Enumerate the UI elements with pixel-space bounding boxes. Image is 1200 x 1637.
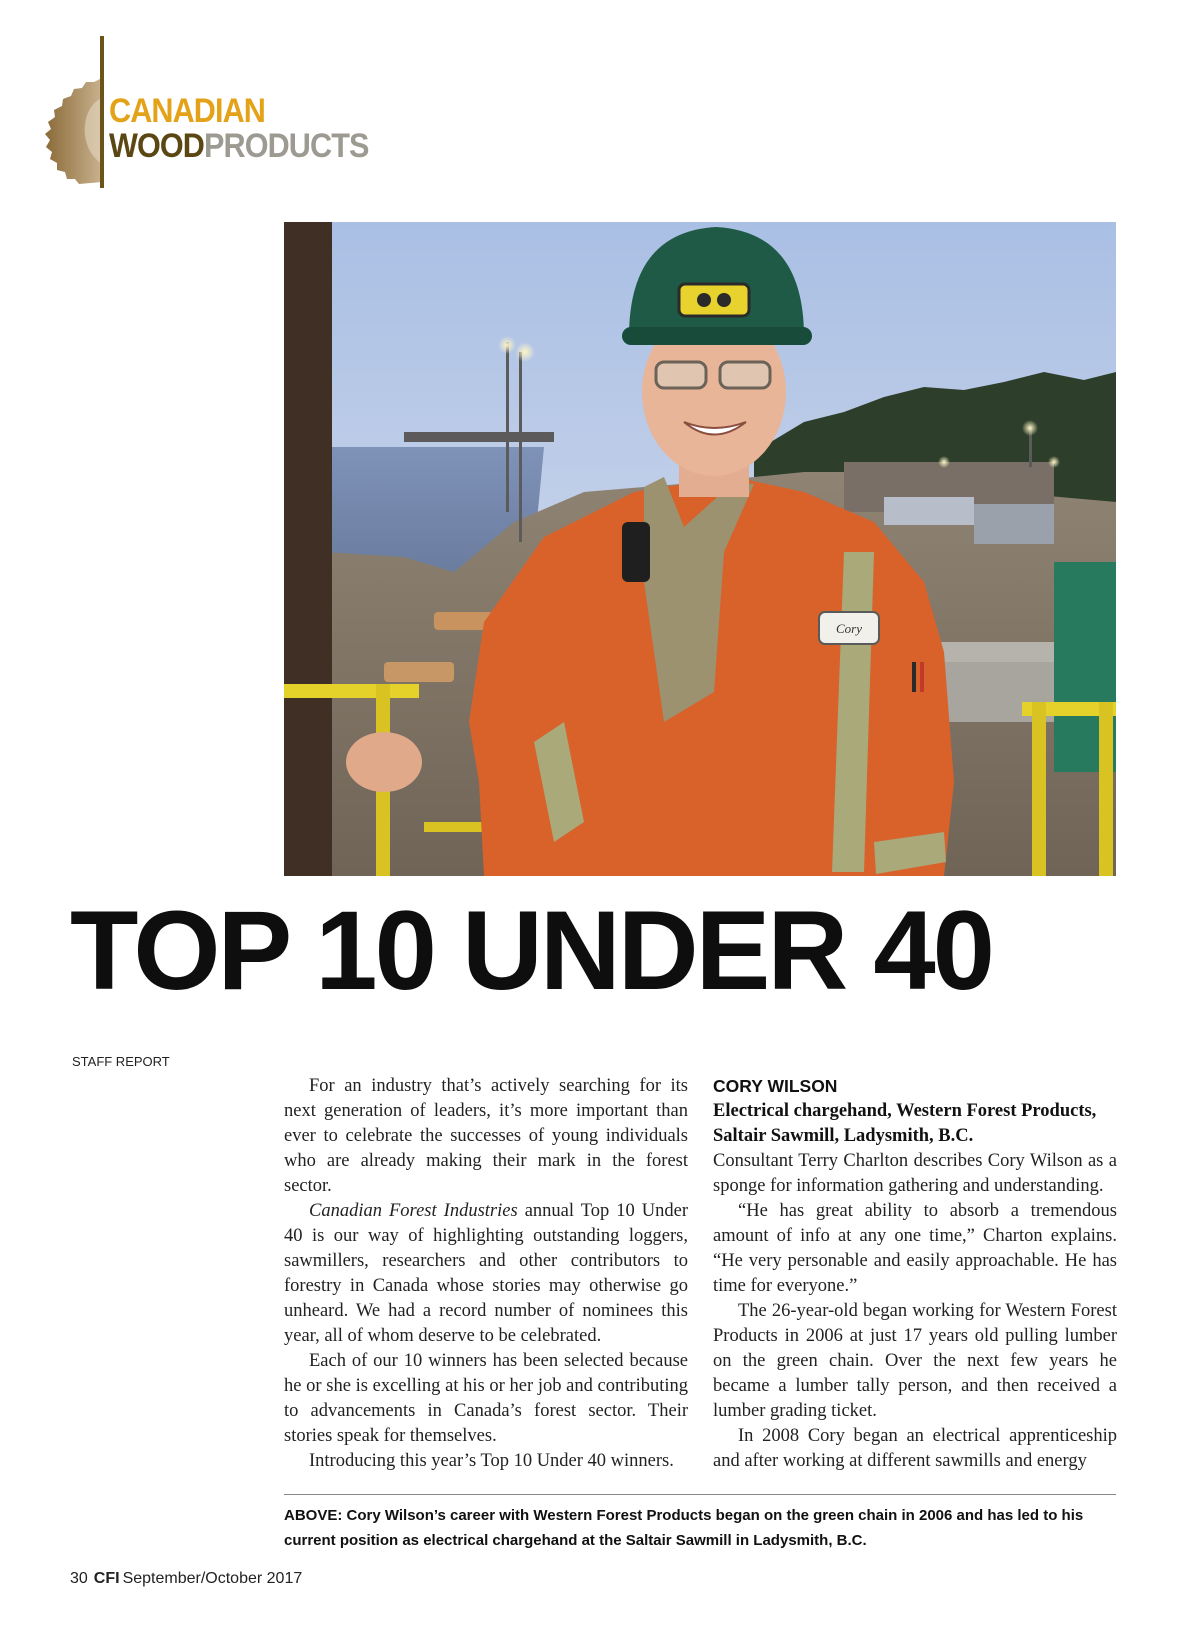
byline: STAFF REPORT bbox=[72, 1054, 170, 1069]
page-number: 30 bbox=[70, 1570, 88, 1587]
logo-text-woodproducts bbox=[109, 128, 369, 164]
name-badge-text: Cory bbox=[836, 621, 862, 636]
body-paragraph: Introducing this year’s Top 10 Under 40 winners. bbox=[309, 1451, 674, 1471]
issue-date: September/October 2017 bbox=[122, 1570, 303, 1587]
caption-divider bbox=[284, 1494, 1116, 1495]
profile-name: CORY WILSON bbox=[713, 1076, 838, 1096]
body-paragraph-text: annual Top 10 Under 40 is our way of highlighting outstanding loggers, sawmillers, researchers and other contributors to forestry in Canada whose stories may otherwise go unheard. We had a record number of nominees this year, all of whom deserve to be celebrated. bbox=[284, 1201, 688, 1346]
feature-photo bbox=[284, 222, 1116, 876]
page-title: TOP 10 UNDER 40 bbox=[70, 888, 992, 1013]
publication-abbrev: CFI bbox=[93, 1570, 120, 1587]
logo-text-wood: WOOD bbox=[109, 127, 204, 165]
publication-name: Canadian Forest Industries bbox=[309, 1201, 518, 1221]
saw-blade-icon bbox=[42, 76, 104, 184]
body-column-left bbox=[284, 1074, 688, 1474]
photo-caption: ABOVE: Cory Wilson’s career with Western Forest Products began on the green chain in 2006 and has led to his current position as electrical chargehand at the Saltair Sawmill in Ladysmith, B.C. bbox=[284, 1507, 1084, 1549]
body-paragraph: For an industry that’s actively searching for its next generation of leaders, it’s more important than ever to celebrate the successes of young individuals who are already making their mark in the forest sector. bbox=[284, 1076, 688, 1196]
logo-divider bbox=[100, 36, 104, 188]
body-column-right bbox=[713, 1074, 1117, 1474]
magazine-logo bbox=[42, 36, 382, 188]
body-paragraph: The 26-year-old began working for Western Forest Products in 2006 at just 17 years old pulling lumber on the green chain. Over the next few years he became a lumber tally person, and then received a lumber grading ticket. bbox=[713, 1301, 1117, 1421]
logo-text-products: PRODUCTS bbox=[203, 127, 369, 165]
logo-text-canadian: CANADIAN bbox=[109, 92, 265, 130]
body-paragraph: Each of our 10 winners has been selected because he or she is excelling at his or her job and contributing to advancements in Canada’s forest sector. Their stories speak for themselves. bbox=[284, 1351, 688, 1446]
body-paragraph: Consultant Terry Charlton describes Cory Wilson as a sponge for information gathering and understanding. bbox=[713, 1151, 1117, 1196]
profile-subhead: Electrical chargehand, Western Forest Products, Saltair Sawmill, Ladysmith, B.C. bbox=[713, 1101, 1097, 1146]
body-paragraph: “He has great ability to absorb a tremendous amount of info at any one time,” Charton explains. “He very personable and easily approachable. He has time for everyone.” bbox=[713, 1201, 1117, 1296]
body-paragraph: In 2008 Cory began an electrical apprenticeship and after working at different sawmills and energy bbox=[713, 1426, 1117, 1471]
body-paragraph bbox=[284, 1199, 688, 1349]
page-footer bbox=[70, 1570, 302, 1588]
